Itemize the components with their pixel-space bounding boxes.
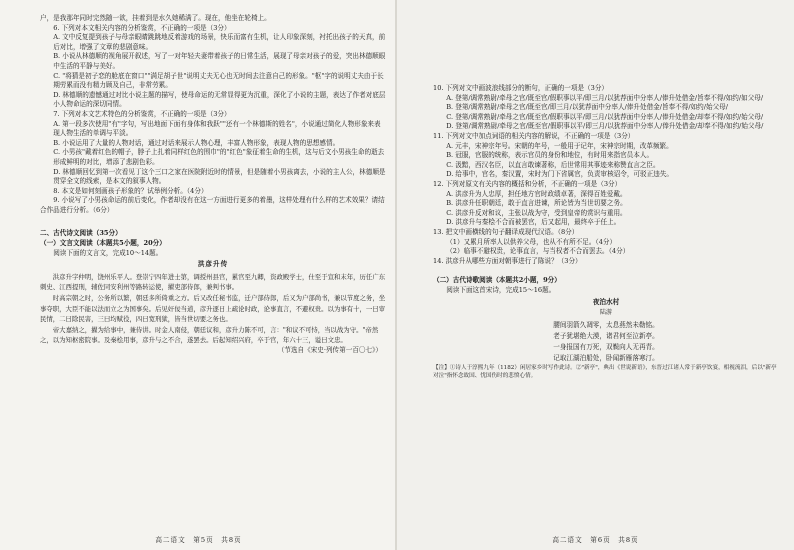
q6-option-b: B. 小说从林德顺的视角展开叙述，写了一对年轻夫妻带着孩子的日常生活，展现了母亲对孩子的爱，突出林德顺眼中生活的平静与美好。 xyxy=(53,52,386,70)
poem-title: 夜泊水村 xyxy=(592,298,620,307)
q12-option-d: D. 洪彦升与秦桧不合而被罢官，后又起用，最终卒于任上。 xyxy=(446,218,621,227)
poem-author: 陆游 xyxy=(599,309,612,317)
q14: 14. 洪彦升从哪些方面对朝事进行了陈说？（3分） xyxy=(433,256,582,265)
passage-source: （节选自《宋史·列传第一百〇七》） xyxy=(277,346,382,354)
left-page-footer: 高二语文 第5页 共8页 xyxy=(155,536,242,544)
poem-line: 腰间羽箭久凋零，太息燕然未勒铭。 xyxy=(553,320,659,329)
q10-option-c: C. 登第/调常熟尉/牵母之官/既至官/假职事以平/即三月/以犹荐面中分率人/俸升处借金/却奉不得/如约/始父母/ xyxy=(446,112,764,121)
part-1-intro: 阅读下面的文言文，完成10～14题。 xyxy=(53,248,163,257)
q7-option-b: B. 小说运用了大量的人物对话，通过对话来展示人物心理，丰富人物形象，表现人物的思想感情。 xyxy=(53,138,340,147)
part-2-heading: （二）古代诗歌阅读（本题共2小题，9分） xyxy=(433,276,561,285)
right-column xyxy=(433,84,779,380)
q6-option-a: A. 文中反复提到孩子与母亲眼睛跳跳地反着游戏的场景，快乐而富有生机，让人印象深刻，衬托出孩子的天真，前后对比，增强了文章的悲剧意味。 xyxy=(53,33,386,51)
q6-option-d: D. 林德顺的遗憾通过对比小说主题的描写，使母命运的无常显得更为沉重，深化了小说的主题，表达了作者对底层小人物命运的深切同情。 xyxy=(53,90,386,109)
q6-option-c: C. "将猜是初子恋的舱底在窗口""满足胡子世"说明丈夫无心也无时间去注意自己的形象。"枢"字的说明丈夫由于长期劳累而没有精力顾及自己，非常劳累。 xyxy=(53,71,384,90)
poem-line: 老子犹堪绝大漠，诸君何至泣新亭。 xyxy=(553,331,659,340)
q7-stem: 7. 下列对本文艺术特色的分析鉴赏，不正确的一项是（3分） xyxy=(53,109,231,118)
q12-stem: 12. 下列对原文有关内容的概括和分析，不正确的一项是（3分） xyxy=(433,179,622,188)
q10-option-d: D. 登第/调常熟尉/牵母之官/既至官/假职事以平/即三月/以犹荐面中分率人/俸升处借金/却奉不得/如约/始父母/ xyxy=(446,122,764,131)
q11-option-c: C. 汲黯，西汉名臣，以直言敢谏著称，后世常用其事迹来称赞直言之臣。 xyxy=(446,160,660,169)
right-page-footer: 高二语文 第6页 共8页 xyxy=(552,536,639,544)
q10-option-a: A. 登第/调常熟尉/牵母之官/既至官/假职事以平/即三月/以犹荐面中分率人/俸升处借金/旨奉不得/如约/如父母/ xyxy=(446,93,764,102)
q8: 8. 本文是如何刻画孩子形象的？试举例分析。（4分） xyxy=(53,186,208,195)
q13-stem: 13. 把文中画横线的句子翻译成现代汉语。（8分） xyxy=(433,227,579,236)
q12-option-a: A. 洪彦升为人忠厚，担任地方官时政绩卓著，深得百姓爱戴。 xyxy=(446,189,627,198)
passage-title: 洪彦升传 xyxy=(197,260,229,269)
q12-option-b: B. 洪彦升任职朝廷，敢于直言进谏，所论皆为当世切要之务。 xyxy=(446,199,627,208)
left-column xyxy=(40,14,386,356)
part-2-intro: 阅读下面这首宋诗，完成15～16题。 xyxy=(446,285,556,294)
q6-stem: 6. 下列对本文相关内容的分析鉴赏，不正确的一项是（3分） xyxy=(53,23,231,32)
q13-item-1: （1）又累月所率人以供养父母，也从不有所不足。（4分） xyxy=(446,237,617,246)
part-1-heading: （一）文言文阅读（本题共5小题，20分） xyxy=(40,239,166,248)
q11-stem: 11. 下列对文中加点词语的相关内容的解说，不正确的一项是（3分） xyxy=(433,131,635,140)
section-2-heading: 二、古代诗文阅读（35分） xyxy=(40,229,122,238)
poem-note: 【注】①诗人于淳熙九年（1182）闲居家乡时写作此诗。②"新亭"，典出《世说新语》，东晋过江诸人常于新亭饮宴，相视流泪，后以"新亭对泣"指怀念故国、忧国伤时的悲愤心情。 xyxy=(433,364,777,379)
q11-option-a: A. 元丰，宋神宗年号。宋朝的年号，一般用于记年，宋神宗时期，改革频繁。 xyxy=(446,141,673,150)
q10-stem: 10. 下列对文中画波浪线部分的断句，正确的一项是（3分） xyxy=(433,84,609,92)
q7-option-d: D. 林德顺回忆到第一次看见丁这个三口之家在医院附近时的情景，但是随着小男孩离去，小说的主人公，林德顺是贯穿全文的线索，是本文的叙事人物。 xyxy=(53,167,386,186)
q10-option-b: B. 登第/调常熟尉/牵母之官/既至官/即三月/以犹荐面中分率人/俸升处借金/旨奉不得/如约/始父母/ xyxy=(446,103,729,112)
passage-paragraph: 洪彦升字仲明，饶州乐平人。登崇宁四年进士第，调授州县官，累官至九卿，资政殿学士，仕至于宣和末年，历任广东刺史、江西提刑，辅佐同安利州等路转运使，擢吏部侍郎，兼判书事。 xyxy=(40,272,386,292)
q11-option-d: D. 给事中，官名，秦汉置，宋时为门下省属官，负责审核诏令，可驳正违失。 xyxy=(446,170,674,179)
q11-option-b: B. 冠服，官服的统称，表示官员的身份和地位，有时用来指官员本人。 xyxy=(446,151,654,160)
q12-option-c: C. 洪彦升反对和议，主张以战为守，受到皇帝的赏识与重用。 xyxy=(446,208,627,217)
poem-line: 一身报国有万死，双鬓向人无再青。 xyxy=(553,342,659,351)
poem-line: 记取江湖泊船处，卧闻新雁落寒汀。 xyxy=(553,353,659,362)
q9: 9. 小说写了小男孩命运的前后变化，作者却没有在这一方面进行更多的着墨，这样处理有什么样的艺术效果？请结合作品进行分析。（6分） xyxy=(40,196,385,214)
left-top-line: 户，是我那年同时完然随一欲，挂着到是水久她稀满了。现在，他坐在轮椅上。 xyxy=(40,14,271,22)
q7-option-a: A. 第一段多次使用"有"字句，写出地面下面有身体和我跃""还有一个林德斯的姓名"，小说通过简化人物形象来表现人物生活的单调与平淡。 xyxy=(53,119,381,138)
right-page xyxy=(397,0,794,550)
q13-item-2: （2）临事不避权贵，论事直言，与当权者不合而罢去。（4分） xyxy=(446,247,630,256)
passage-paragraph: 帝大嘉纳之，擢为给事中，兼侍讲。时金人南侵，朝廷议和，彦升力陈不可，言："和议不可恃，当以战为守。"帝然之，以为知枢密院事。及秦桧用事，彦升与之不合，遂罢去。后起知绍兴府，卒于官，年六十三，谥曰文忠。 xyxy=(40,325,379,345)
passage-paragraph: 时高宗朝之时，公务所以繁，朝廷多所倚重之方。后又改任秘书监，迁户部侍郎，后又为户部尚书，兼以节度之务，坐事夺职，大臣不能以法而立之为国事矣。后见奸佞当道，彦升逐日上疏论时政，论事直言，不避权贵。以为事有十，一曰审民情，二曰除民害，三曰均赋役，四曰宽刑狱，皆当世切要之务也。 xyxy=(40,294,386,324)
q7-option-c: C. 小男孩"戴着红色的帽子，脖子上扎着同样红色的围巾"的"红色"象征着生命的生机，这与后文小男孩生命的逝去形成鲜明的对比，增添了悲剧色彩。 xyxy=(53,148,385,166)
